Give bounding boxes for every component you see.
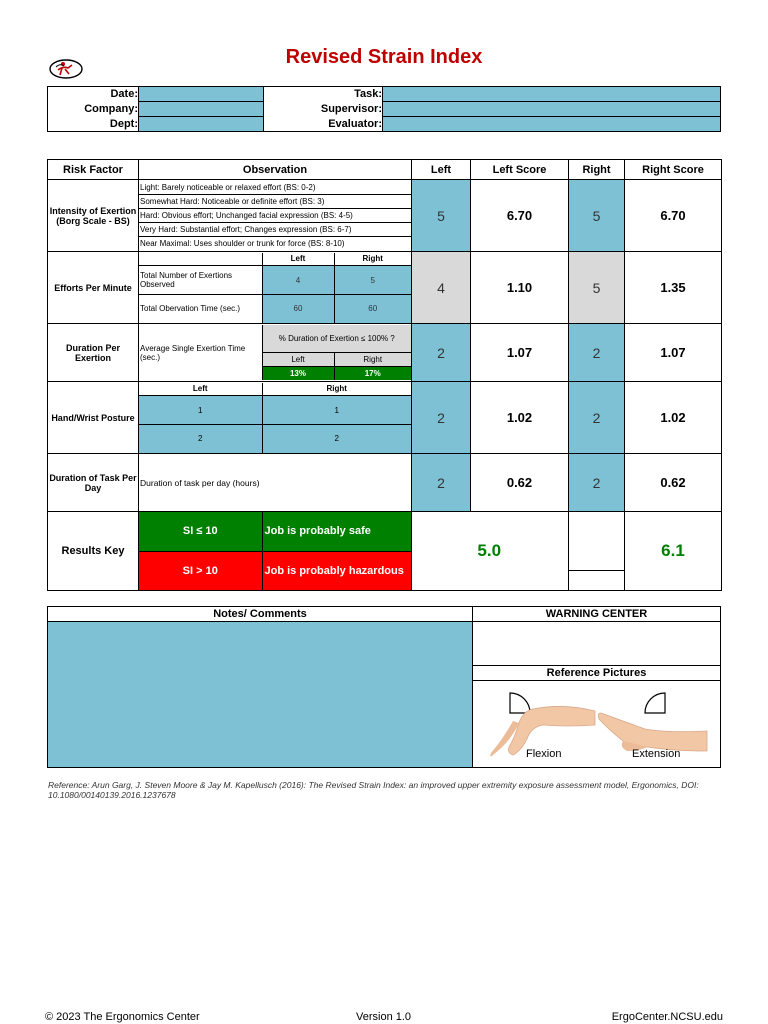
duration-task-observation: Duration of task per day (hours) (139, 454, 412, 512)
posture-row2-right[interactable]: 2 (262, 425, 411, 453)
pct-sub-right: Right (334, 352, 411, 366)
supervisor-field[interactable] (383, 102, 721, 117)
intensity-right-score: 6.70 (625, 180, 722, 252)
reference-citation: Reference: Arun Garg, J. Steven Moore & Jay M. Kapellusch (2016): The Revised Strain Index: an improved upper extremity exposure assessment model, Ergonomics, DOI: 10.1080/00140139.2016.1237678 (48, 780, 699, 800)
time-right-input[interactable]: 60 (334, 295, 411, 323)
right-si-result: 6.1 (625, 512, 722, 591)
pct-left-value: 13% (262, 366, 334, 380)
header-form (47, 86, 721, 132)
evaluator-field[interactable] (383, 117, 721, 132)
duration-task-label: Duration of Task Per Day (48, 454, 139, 512)
results-right-blank (569, 512, 625, 591)
posture-sub-right: Right (262, 383, 411, 396)
footer-copyright: © 2023 The Ergonomics Center (45, 1011, 200, 1023)
flexion-label: Flexion (526, 748, 562, 760)
results-key (139, 512, 412, 591)
intensity-right-input[interactable]: 5 (569, 180, 625, 252)
col-risk-factor: Risk Factor (48, 160, 139, 180)
warning-center-area (473, 622, 721, 666)
intensity-left-score: 6.70 (471, 180, 569, 252)
footer-website[interactable]: ErgoCenter.NCSU.edu (611, 1011, 723, 1023)
duration-exertion-right-score: 1.07 (625, 324, 722, 382)
posture-row1-left[interactable]: 1 (139, 396, 262, 425)
col-left: Left (412, 160, 471, 180)
dept-field[interactable] (139, 117, 264, 132)
warning-center-header: WARNING CENTER (473, 607, 721, 622)
reference-pictures-header: Reference Pictures (473, 666, 721, 681)
intensity-level-somewhat-hard: Somewhat Hard: Noticeable or definite effort (BS: 3) (139, 195, 411, 209)
left-si-result: 5.0 (441, 512, 539, 591)
col-observation: Observation (139, 160, 412, 180)
intensity-label: Intensity of Exertion (Borg Scale - BS) (48, 180, 139, 252)
results-key-label: Results Key (48, 512, 139, 591)
intensity-level-light: Light: Barely noticeable or relaxed effort (BS: 0-2) (139, 181, 411, 195)
task-label: Task: (354, 88, 382, 101)
efforts-left-score: 1.10 (471, 252, 569, 324)
duration-exertion-left-input[interactable]: 2 (412, 324, 471, 382)
exertions-left-input[interactable]: 4 (262, 266, 334, 295)
reference-pictures (473, 681, 721, 768)
pct-right-value: 17% (334, 366, 411, 380)
efforts-left-value: 4 (412, 252, 471, 324)
posture-left-input[interactable]: 2 (412, 382, 471, 454)
intensity-left-input[interactable]: 5 (412, 180, 471, 252)
footer-version: Version 1.0 (356, 1011, 412, 1023)
pct-sub-left: Left (262, 352, 334, 366)
col-right: Right (569, 160, 625, 180)
avg-exertion-time-label: Average Single Exertion Time (sec.) (139, 325, 262, 380)
safe-text: Job is probably safe (262, 512, 411, 551)
efforts-right-score: 1.35 (625, 252, 722, 324)
evaluator-label: Evaluator: (328, 117, 382, 130)
flexion-extension-illustration (473, 681, 721, 767)
page-title: Revised Strain Index (285, 46, 483, 68)
posture-sub-left: Left (139, 383, 262, 396)
duration-task-left-input[interactable]: 2 (412, 454, 471, 512)
notes-field[interactable] (48, 622, 473, 768)
col-left-score: Left Score (471, 160, 569, 180)
date-label: Date: (110, 88, 138, 101)
posture-label: Hand/Wrist Posture (48, 382, 139, 454)
duration-exertion-label: Duration Per Exertion (48, 324, 139, 382)
notes-header: Notes/ Comments (48, 607, 473, 622)
time-left-input[interactable]: 60 (262, 295, 334, 323)
pct-duration-label: % Duration of Exertion ≤ 100% ? (262, 325, 411, 352)
intensity-level-very-hard: Very Hard: Substantial effort; Changes expression (BS: 6-7) (139, 223, 411, 237)
supervisor-label: Supervisor: (320, 103, 382, 115)
duration-exertion-observation (139, 324, 412, 382)
strain-index-table (47, 159, 722, 591)
hazard-text: Job is probably hazardous (262, 551, 411, 590)
company-label: Company: (84, 103, 138, 115)
efforts-sub-left: Left (262, 253, 334, 266)
duration-exertion-right-input[interactable]: 2 (569, 324, 625, 382)
ergonomics-center-logo (48, 58, 84, 80)
efforts-sub-right: Right (334, 253, 411, 266)
safe-key: SI ≤ 10 (139, 512, 262, 551)
efforts-observation (139, 252, 412, 324)
dept-label: Dept: (109, 117, 138, 130)
posture-left-score: 1.02 (471, 382, 569, 454)
efforts-label: Efforts Per Minute (48, 252, 139, 324)
duration-task-right-input[interactable]: 2 (569, 454, 625, 512)
posture-right-score: 1.02 (625, 382, 722, 454)
date-field[interactable] (139, 87, 264, 102)
duration-exertion-left-score: 1.07 (471, 324, 569, 382)
col-right-score: Right Score (625, 160, 722, 180)
efforts-right-value: 5 (569, 252, 625, 324)
posture-row1-right[interactable]: 1 (262, 396, 411, 425)
task-field[interactable] (383, 87, 721, 102)
extension-label: Extension (632, 748, 681, 760)
duration-task-right-score: 0.62 (625, 454, 722, 512)
hazard-key: SI > 10 (139, 551, 262, 590)
intensity-levels (139, 180, 412, 252)
exertions-label: Total Number of Exertions Observed (139, 266, 262, 295)
intensity-level-hard: Hard: Obvious effort; Unchanged facial expression (BS: 4-5) (139, 209, 411, 223)
posture-row2-left[interactable]: 2 (139, 425, 262, 453)
notes-section (47, 606, 721, 768)
posture-observation (139, 382, 412, 454)
posture-right-input[interactable]: 2 (569, 382, 625, 454)
duration-task-left-score: 0.62 (471, 454, 569, 512)
observation-time-label: Total Obervation Time (sec.) (139, 295, 262, 323)
company-field[interactable] (139, 102, 264, 117)
exertions-right-input[interactable]: 5 (334, 266, 411, 295)
intensity-level-near-maximal: Near Maximal: Uses shoulder or trunk for force (BS: 8-10) (140, 239, 345, 248)
